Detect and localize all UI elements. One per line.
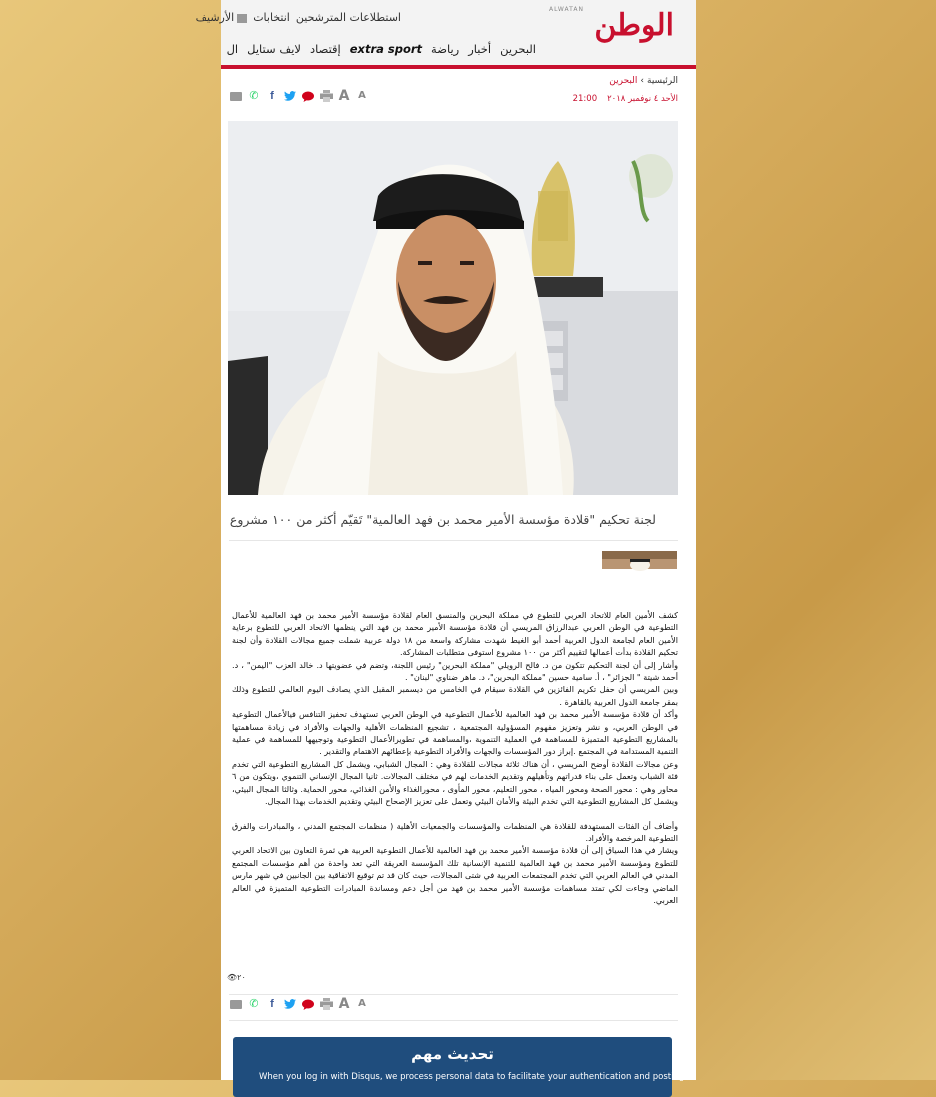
font-smaller-icon[interactable]: A	[358, 90, 366, 101]
breadcrumb	[609, 76, 678, 86]
header-accent-line	[221, 65, 696, 69]
view-count-value: ٢٠	[237, 973, 246, 982]
breadcrumb-home[interactable]: الرئيسية	[647, 76, 678, 86]
paragraph: وبين المريسي أن حفل تكريم الفائزين في القلادة سيقام في الخامس من ديسمبر المقبل الذي يصادف اليوم العالمي للتطوع وذلك بمقر جامعة الدول العربية بالقاهرة .	[232, 684, 678, 707]
view-count	[227, 973, 246, 982]
top-link-elections[interactable]: انتخابات	[253, 11, 290, 24]
comment-icon[interactable]	[302, 90, 314, 102]
paragraph: وأكد أن قلادة مؤسسة الأمير محمد بن فهد العالمية للأعمال التطوعية في الوطن العربي تستهدف تحفيز التنافس فيالأعمال التطوعية في الوطن العربي، و نشر وتعزيز مفهوم المسؤولية المجتمعية ، تشجيع المنظمات الأهلية والجهات والأفراد في زيادة مساهمتها بالمشاريع التطوعية المتميزة للمساهمة في العملية التنموية ،والمساهمة في تطويرالأعمال التطوعية وتوجيهها للمساهمة في عملية التنمية المستدامة في المجتمع .إبراز دور المؤسسات والجهات والأفراد التطوعية بإعطائهم الاهتمام والتقدير .	[232, 709, 678, 757]
paragraph: كشف الأمين العام للاتحاد العربي للتطوع في مملكة البحرين والمنسق العام لقلادة مؤسسة الأمير محمد بن فهد العالمية للأعمال التطوعية في الوطن العربي عبدالرزاق المريسي أن قلادة مؤسسة الأمير محمد بن فهد التي ينظمها الاتحاد العربي للتطوع برعاية الأمين العام لجامعة الدول العربية أحمد أبو الغيط شهدت مشاركة واسعة من ١٨ دولة عربية شملت جميع مجالات القلادة وأن لجنة تحكيم القلادة بدأت أعمالها لتقييم أكثر من ١٠٠ مشروع استوفى متطلبات المشاركة.	[232, 610, 678, 658]
comment-icon[interactable]	[302, 998, 314, 1010]
paragraph: وعن مجالات القلادة أوضح المريسي ، أن هناك ثلاثة مجالات للقلادة وهي : المجال الشبابي، ويشمل كل المشاريع التطوعية التي تخدم فئة الشباب وتعمل على بناء قدراتهم وتأهيلهم وتقديم الخدمات لهم في مختلف المجالات. ثانيا المجال الإنساني التنموي ،ويتكون من ٦ محاور وهي : محور الصحة ومحور المياه ، محور التعليم، محور المأوى ، محورالغذاء والأمن الغذائي، محور الحماية. وثالثا المجال البيئي، ويشمل كل المشاريع التطوعية التي تخدم البيئة والأمان البيئي وتعمل على تعزيز الإصحاح البيئي وتقديم الخدمات بهذا المجال.	[232, 758, 678, 807]
whatsapp-icon[interactable]: ✆	[249, 997, 259, 1010]
footer-divider-top	[229, 994, 678, 995]
article-page	[195, 0, 696, 1082]
logo-text: الوطن	[594, 8, 674, 43]
article-body	[232, 609, 678, 906]
facebook-icon[interactable]: f	[270, 90, 274, 102]
font-larger-icon[interactable]: A	[338, 88, 350, 104]
archive-icon	[237, 14, 247, 23]
whatsapp-icon[interactable]: ✆	[249, 89, 259, 102]
breadcrumb-separator: ›	[640, 76, 644, 86]
nav-more[interactable]: ال	[226, 42, 239, 56]
twitter-icon[interactable]	[284, 998, 296, 1010]
top-link-archive[interactable]	[196, 11, 248, 24]
article-photo	[228, 121, 678, 495]
nav-bahrain[interactable]: البحرين	[500, 42, 536, 56]
main-nav	[227, 42, 536, 56]
author-thumbnail[interactable]	[602, 551, 677, 569]
footer-divider-bottom	[229, 1020, 678, 1021]
site-logo[interactable]	[549, 8, 674, 48]
share-bar-bottom	[230, 998, 368, 1010]
modal-text: When you log in with Disqus, we process personal data to facilitate your authentication and posting of	[259, 1072, 696, 1082]
top-link-polls[interactable]: استطلاعات المترشحين	[295, 11, 401, 24]
date-text: الأحد ٤ نوفمبر ٢٠١٨	[607, 94, 678, 104]
nav-extra-sport[interactable]: extra sport	[349, 42, 423, 56]
title-divider	[229, 540, 678, 541]
mail-icon[interactable]	[230, 92, 242, 101]
logo-small-text: ALWATAN	[549, 6, 584, 13]
modal-title: تحديث مهم	[411, 1045, 494, 1063]
paragraph: وأشار إلى أن لجنة التحكيم تتكون من د. فالح الرويلي "مملكة البحرين" رئيس اللجنة، وتضم في عضويتها د. خالد العزب "اليمن" ، د. أحمد شيتة " الجزائر" ، أ. سامية حسين "مملكة البحرين"، د. ماهر ضناوي "لبنان" .	[232, 659, 678, 683]
nav-news[interactable]: أخبار	[468, 42, 492, 56]
share-bar-top	[230, 90, 368, 102]
top-links	[196, 11, 401, 24]
twitter-icon[interactable]	[284, 90, 296, 102]
mail-icon[interactable]	[230, 1000, 242, 1009]
breadcrumb-current[interactable]: البحرين	[609, 76, 638, 86]
eye-icon: 👁	[227, 973, 238, 982]
nav-lifestyle[interactable]: لايف ستايل	[247, 42, 301, 56]
paragraph-gap	[232, 808, 678, 820]
facebook-icon[interactable]: f	[270, 998, 274, 1010]
nav-economy[interactable]: إقتصاد	[309, 42, 341, 56]
print-icon[interactable]	[320, 90, 332, 102]
time-text: 21:00	[572, 94, 598, 104]
article-date	[573, 94, 678, 104]
article-title: لجنة تحكيم "قلادة مؤسسة الأمير محمد بن فهد العالمية" تَقيّم أكثر من ١٠٠ مشروع	[229, 512, 656, 527]
nav-sport[interactable]: رياضة	[431, 42, 460, 56]
archive-label: الأرشيف	[195, 11, 235, 24]
font-smaller-icon[interactable]: A	[358, 998, 366, 1009]
font-larger-icon[interactable]: A	[338, 996, 350, 1012]
site-header	[195, 0, 696, 65]
paragraph: وأضاف أن الفئات المستهدفة للقلادة هي المنظمات والمؤسسات والجمعيات الأهلية ( منظمات المجتمع المدني ، والمبادرات والفرق التطوعية المرخصة والأفراد.	[232, 820, 678, 843]
paragraph: ويشار في هذا السياق إلى أن قلادة مؤسسة الأمير محمد بن فهد العالمية للأعمال التطوعية العربية هي ثمرة التعاون بين الاتحاد العربي للتطوع ومؤسسة الأمير محمد بن فهد العالمية للتنمية الإنسانية تلك المؤسسة العريقة التي تعد واحدة من أهم مؤسسات المجتمع المدني في العالم العربي التي تخدم المجتمعات العربية في شتى المجالات، حيث كان قد تم توقيع الاتفاقية بين الجانبين في شهر مارس الماضي وجاءت لكي تمتد مساهمات مؤسسة الأمير محمد بن فهد من أجل دعم ومساندة المبادرات التطوعية المتميزة في العالم العربي.	[232, 845, 678, 905]
print-icon[interactable]	[320, 998, 332, 1010]
disqus-update-modal[interactable]	[233, 1037, 696, 1097]
